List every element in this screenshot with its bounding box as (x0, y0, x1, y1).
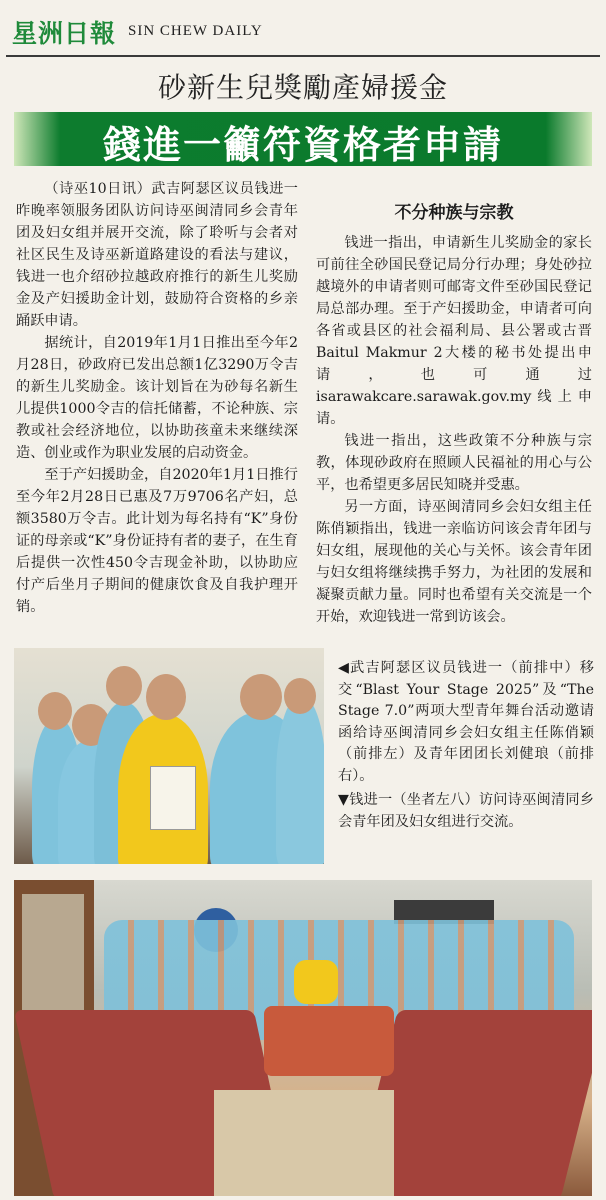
article-left-column (16, 178, 298, 618)
newspaper-logo[interactable]: 星洲日報 (12, 19, 117, 48)
photo-invitation-handover (14, 648, 324, 864)
section-heading: 不分种族与宗教 (394, 203, 514, 223)
article-headline: 錢進一籲符資格者申請 (102, 123, 503, 167)
article-paragraph: 钱进一指出，这些政策不分种族与宗教，体现砂政府在照顾人民福祉的用心与公平，也希望更多居民知晓并受惠。 (316, 433, 592, 493)
article-paragraph: 钱进一指出，申请新生儿奖励金的家长可前往全砂国民登记局分行办理；身处砂拉越境外的申请者则可邮寄文件至砂国民登记局总部办理。至于产妇援助金，申请者可向各省或县区的社会福利局、县公署或古晋Baitul Makmur 2大楼的秘书处提出申请，也可通过isarawakcare.sarawak.gov.my线上申请。 (316, 235, 592, 427)
article-right-column (316, 232, 592, 628)
article-paragraph: 据统计，自2019年1月1日推出至今年2月28日，砂政府已发出总额1亿3290万令吉的新生儿奖励金。该计划旨在为砂每名新生儿提供1000令吉的信托储蓄，不论种族、宗教或社会经济地位，以协助孩童未来继续深造、创业或作为职业发展的启动资金。 (16, 335, 298, 461)
photo-captions (338, 658, 594, 836)
caption-photo-2: ▼钱进一（坐者左八）访问诗巫闽清同乡会青年团及妇女组进行交流。 (338, 792, 594, 830)
caption-photo-1: ◀武吉阿瑟区议员钱进一（前排中）移交“Blast Your Stage 2025”及“The Stage 7.0”两项大型青年舞台活动邀请函给诗巫闽清同乡会妇女组主任陈俏颖（前排左）及青年团团长刘健琅（前排右）。 (338, 660, 594, 784)
newspaper-name-en: SIN CHEW DAILY (128, 23, 263, 39)
article-paragraph: 至于产妇援助金，自2020年1月1日推行至今年2月28日已惠及7万9706名产妇，总额3580万令吉。此计划为每名持有“K”身份证的母亲或“K”身份证持有者的妻子，在生育后提供一次性450令吉现金补助，以协助应付产后坐月子期间的健康饮食及自我护理开销。 (16, 467, 298, 615)
article-paragraph: 另一方面，诗巫闽清同乡会妇女组主任陈俏颖指出，钱进一亲临访问该会青年团与妇女组，展现他的关心与关怀。该会青年团与妇女组将继续携手努力，为社团的发展和凝聚贡献力量。同时也希望有关交流是一个开始，欢迎钱进一常到访该会。 (316, 499, 592, 625)
photo-group-meeting (14, 880, 592, 1196)
article-subheadline: 砂新生兒獎勵產婦援金 (157, 71, 448, 104)
masthead-divider (6, 55, 600, 57)
article-paragraph: （诗巫10日讯）武吉阿瑟区议员钱进一昨晚率领服务团队访问诗巫闽清同乡会青年团及妇女组并展开交流，除了聆听与会者对社区民生及诗巫新道路建设的看法与建议，钱进一也介绍砂拉越政府推行的新生儿奖励金及产妇援助金计划，鼓励符合资格的乡亲踊跃申请。 (16, 181, 298, 329)
masthead (0, 0, 606, 58)
